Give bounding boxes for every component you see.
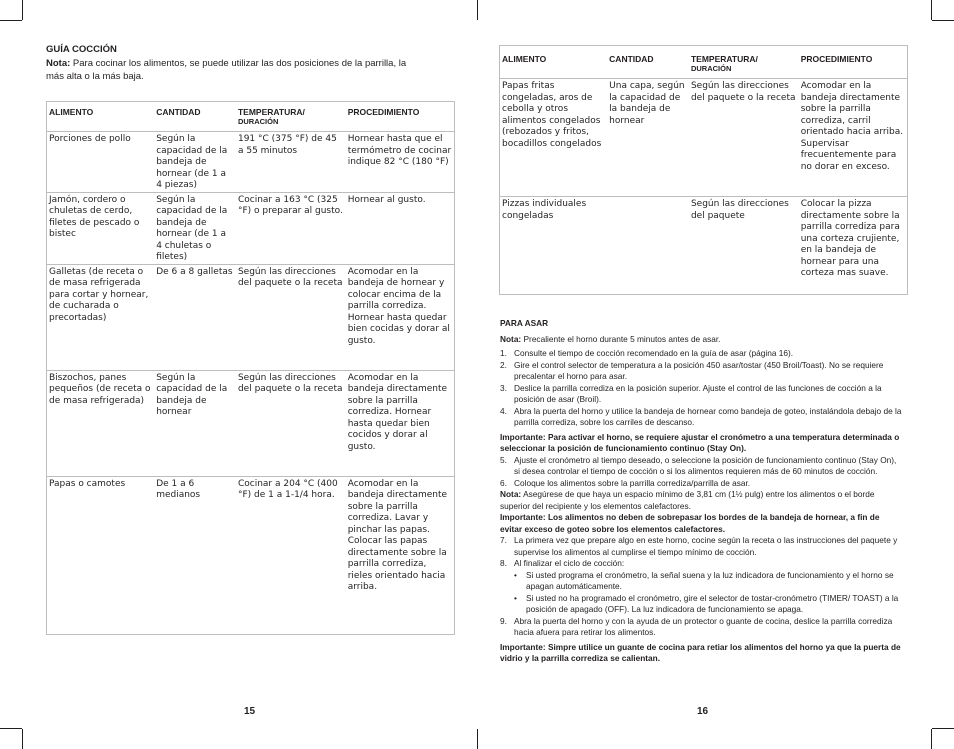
bullet-list [500,570,902,616]
broil-steps [500,616,902,639]
step-number: 8. [500,558,507,568]
table-header-row [47,102,455,132]
table-row [47,264,455,370]
bullet-text: Si usted no ha programado el cronómetro, gire el selector de tostar-cronómetro (TIMER/ TOAST) a la posición de apagado (OFF). La luz indicadora de funcionamiento se apaga. [526,592,899,614]
list-item [514,570,902,593]
col-header-temp-label: TEMPERATURA/ [690,54,758,64]
cell-food: Biszochos, panes pequeños (de receta o de masa refrigerada) [47,370,155,476]
col-header-temp-sub: DURACIÓN [237,117,279,126]
step-text: La primera vez que prepare algo en este horno, cocine según la receta o las instrucciones del paquete y supervise los alimentos al cumplirse el tiempo mínimo de cocción. [514,535,898,557]
list-item [500,348,902,360]
cell-food: Pizzas individuales congeladas [500,197,608,295]
cell-qty: Según la capacidad de la bandeja de hornear (de 1 a 4 piezas) [154,132,236,193]
bullet-icon: • [514,592,517,603]
step-text: Gire el control selector de temperatura a la posición 450 asar/tostar (450 Broil/Toast). No se requiere precalentar el horno para asar. [514,359,884,381]
cell-food: Jamón, cordero o chuletas de cerdo, filetes de pescado o bistec [47,192,155,264]
cell-temp: Según las direcciones del paquete o la receta [236,264,346,370]
col-header-temp-sub: DURACIÓN [690,64,732,73]
cell-qty: De 1 a 6 medianos [154,476,236,634]
list-item [500,478,902,490]
section-note [46,58,426,83]
bullet-icon: • [514,569,517,580]
cell-qty: Una capa, según la capacidad de la bandeja de hornear [607,79,689,197]
broil-note-text: Precaliente el horno durante 5 minutos antes de asar. [523,333,721,344]
step-text: Coloque los alimentos sobre la parrilla corrediza/parrilla de asar. [514,477,751,488]
note-text: Para cocinar los alimentos, se puede utilizar las dos posiciones de la parrilla, la más alta o la más baja. [46,58,407,82]
broil-note2-label: Nota: [500,489,522,499]
cell-proc: Acomodar en la bandeja directamente sobre la parrilla corrediza. Hornear hasta quedar bien cocidos y dorar al gusto. [346,370,455,476]
page-number: 15 [244,706,256,717]
cell-proc: Acomodar en la bandeja directamente sobre la parrilla corrediza, carril orientado hacia arriba. Supervisar frecuentemente para no dorar en exceso. [799,79,908,197]
cell-proc: Hornear hasta que el termómetro de cocinar indique 82 °C (180 °F) [346,132,455,193]
step-text: Abra la puerta del horno y utilice la bandeja de hornear como bandeja de goteo, instalándola debajo de la parrilla corrediza, sobre los carriles de descanso. [514,405,902,427]
cell-qty: Según la capacidad de la bandeja de hornear [154,370,236,476]
cell-qty: De 6 a 8 galletas [154,264,236,370]
important-note-2: Importante: Los alimentos no deben de sobrepasar los bordes de la bandeja de hornear, a fin de evitar exceso de goteo sobre los elementos calefactores. [500,512,880,534]
col-header-food: ALIMENTO [49,107,94,117]
step-number: 2. [500,359,507,370]
section-title: GUÍA COCCIÓN [46,44,117,55]
broil-title: PARA ASAR [500,318,549,328]
list-item [500,406,902,429]
list-item [500,558,902,570]
col-header-temp [689,46,799,79]
important-note-3: Importante: Simpre utilice un guante de cocina para retiar los alimentos del horno ya que la puerta de vidrio y la parrilla corrediza se calientan. [500,641,901,663]
cell-temp: Según las direcciones del paquete o la receta [236,370,346,476]
cell-food: Papas o camotes [47,476,155,634]
col-header-proc: PROCEDIMIENTO [800,54,873,64]
table-row [47,476,455,634]
cell-qty [607,197,689,295]
cell-temp: Cocinar a 204 °C (400 °F) de 1 a 1-1/4 hora. [236,476,346,634]
step-text: Consulte el tiempo de cocción recomendado en la guía de asar (página 16). [514,348,794,358]
list-item [500,360,902,383]
list-item [500,455,902,478]
broil-steps [500,348,902,429]
page-number: 16 [697,706,709,717]
cell-proc: Acomodar en la bandeja directamente sobre la parrilla corrediza. Lavar y pinchar las papas. Colocar las papas directamente sobre la parrilla corrediza, rieles orientado hacia arriba. [346,476,455,634]
cell-temp: Según las direcciones del paquete o la receta [689,79,799,197]
step-number: 7. [500,535,507,545]
step-text: Deslice la parrilla corrediza en la posición superior. Ajuste el control de las funciones de cocción a la posición de asar (Broil). [514,382,882,404]
cell-temp: Según las direcciones del paquete [689,197,799,295]
broil-section [500,318,902,665]
col-header-food: ALIMENTO [502,54,547,64]
col-header-temp-label: TEMPERATURA/ [237,107,305,117]
note-label: Nota: [46,58,71,69]
cell-proc: Acomodar en la bandeja de hornear y colocar encima de la parrilla corrediza. Hornear hasta quedar bien cocidas y dorar al gusto. [346,264,455,370]
cell-proc: Hornear al gusto. [346,192,455,264]
step-number: 3. [500,382,507,393]
broil-note [500,334,902,346]
step-text: Al finalizar el ciclo de cocción: [514,558,625,568]
list-item [500,535,902,558]
table-header-row [500,46,908,79]
cell-food: Papas fritas congeladas, aros de cebolla y otros alimentos congelados (rebozados y fritos, bocadillos congelados [500,79,608,197]
table-row [47,132,455,193]
table-row [47,192,455,264]
col-header-proc: PROCEDIMIENTO [347,107,420,117]
list-item [514,593,902,616]
important-note-1: Importante: Para activar el horno, se requiere ajustar el cronómetro a una temperatura determinada o seleccionar la posición de funcionamiento continuo (Stay On). [500,431,900,453]
step-number: 9. [500,615,507,626]
step-number: 1. [500,348,507,358]
list-item [500,383,902,406]
cell-proc: Colocar la pizza directamente sobre la parrilla corrediza para una corteza crujiente, en la bandeja de hornear para una corteza mas suave. [799,197,908,295]
table-row [500,79,908,197]
broil-steps [500,455,902,490]
step-text: Ajuste el cronómetro al tiempo deseado, o seleccione la posición de funcionamiento continuo (Stay On), si desea controlar el tiempo de cocción o si los alimentos requieren más de 60 minutos de cocción. [514,454,897,476]
cooking-table [46,101,455,635]
table-row [47,370,455,476]
cell-temp: Cocinar a 163 °C (325 °F) o preparar al gusto. [236,192,346,264]
cell-food: Porciones de pollo [47,132,155,193]
col-header-qty: CANTIDAD [609,54,654,64]
broil-note-label: Nota: [500,333,522,344]
step-number: 6. [500,477,507,488]
cell-food: Galletas (de receta o de masa refrigerada para cortar y hornear, de cucharada o precortadas) [47,264,155,370]
col-header-qty: CANTIDAD [156,107,201,117]
table-row [500,197,908,295]
broil-steps [500,535,902,570]
step-text: Abra la puerta del horno y con la ayuda de un protector o guante de cocina, deslice la parrilla corrediza hacia afuera para retirar los alimentos. [514,615,893,637]
cell-qty: Según la capacidad de la bandeja de hornear (de 1 a 4 chuletas o filetes) [154,192,236,264]
bullet-text: Si usted programa el cronómetro, la señal suena y la luz indicadora de funcionamiento y el horno se apagan automáticamente. [526,569,894,591]
step-number: 4. [500,405,507,416]
list-item [500,616,902,639]
broil-note-2 [500,489,902,512]
col-header-temp [236,102,346,132]
broil-note2-text: Asegúrese de que haya un espacio mínimo de 3,81 cm (1½ pulg) entre los alimentos o el borde superior del recipiente y los elementos calefactores. [500,489,875,511]
step-number: 5. [500,454,507,465]
cell-temp: 191 °C (375 °F) de 45 a 55 minutos [236,132,346,193]
cooking-table-continued [499,45,908,295]
